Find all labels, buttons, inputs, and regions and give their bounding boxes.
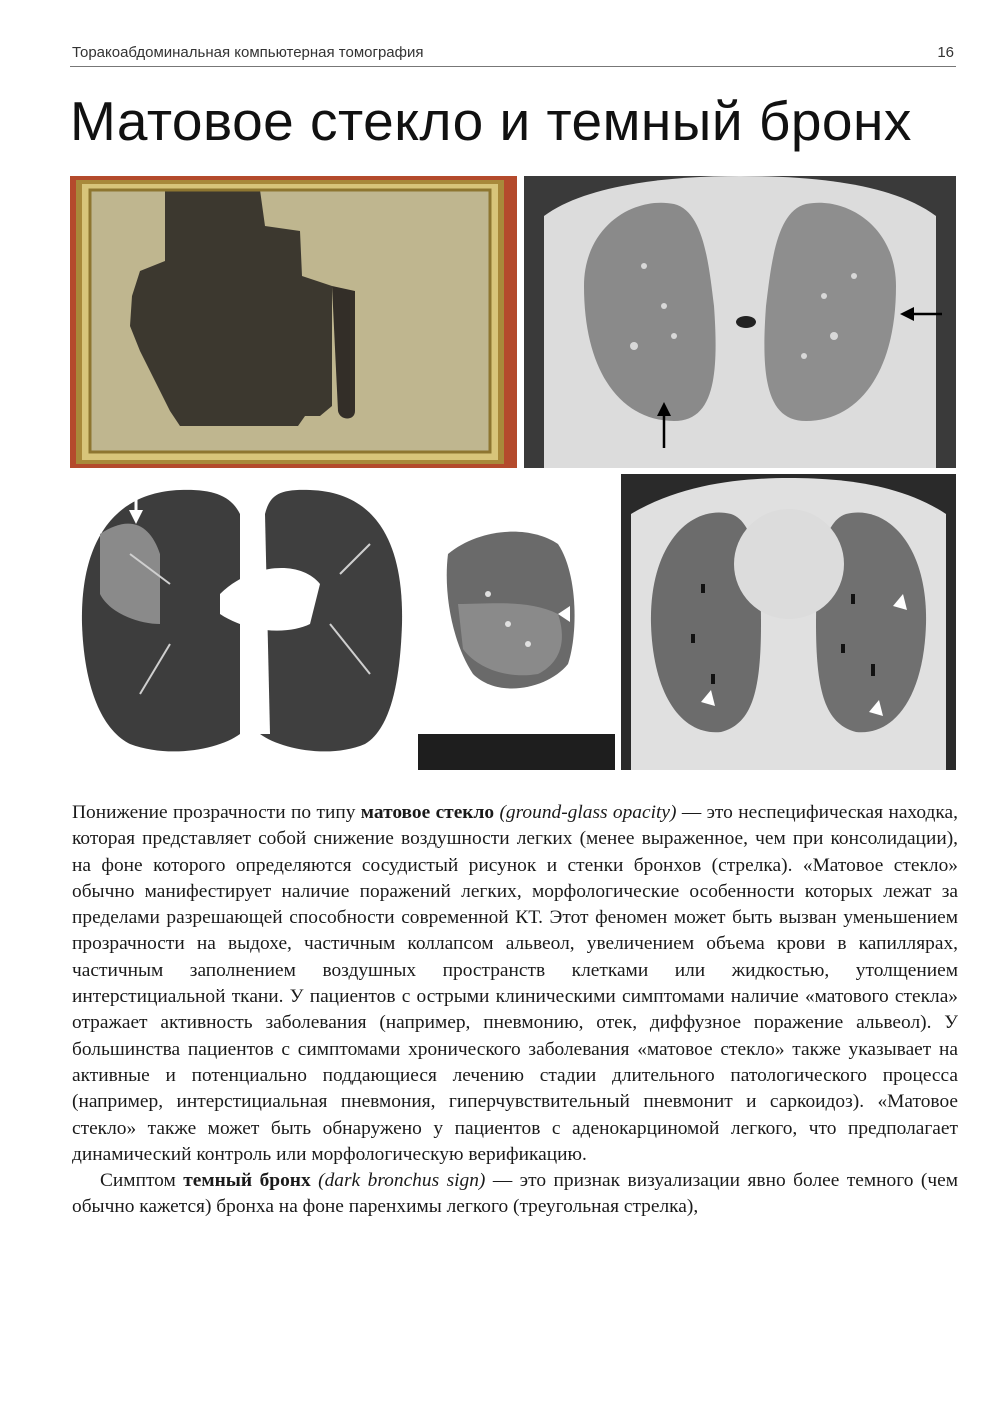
ground-glass-photo (70, 176, 517, 468)
term-ground-glass-en: (ground-glass opacity) (499, 802, 677, 823)
page-title: Матовое стекло и темный бронх (70, 90, 912, 152)
paragraph-ground-glass (72, 800, 958, 1168)
body-text (72, 800, 958, 1221)
paragraph1-intro: Понижение прозрачности по типу (72, 802, 361, 823)
running-header (70, 44, 956, 67)
ct-regional-ground-glass-image (70, 474, 412, 770)
paragraph1-body: — это неспецифическая находка, которая представляет собой снижение воздушности легких (менее выраженное, чем при консолидации), на фоне которого определяются сосудистый рисунок и стенки бронхов (стрелка). «Матовое стекло» обычно манифестирует наличие поражений легких, морфологические особенности которых лежат за пределами разрешающей способности современной КТ. Этот феномен может быть вызван уменьшением прозрачности на выдохе, частичным коллапсом альвеол, увеличением объема крови в капиллярах, частичным заполнением воздушных пространств клетками или жидкостью, утолщением интерстициальной ткани. У пациентов с острыми клиническими симптомами наличие «матового стекла» отражает активность заболевания (например, пневмонию, отек, диффузное поражение альвеол). У большинства пациентов с симптомами хронического заболевания «матовое стекло» также указывает на активные и потенциально поддающиеся лечению стадии длительного патологического процесса (например, интерстициальная пневмония, гиперчувствительный пневмонит и саркоидоз). «Матовое стекло» также может быть обнаружено у пациентов с аденокарциномой легкого, что предполагает динамический контроль или морфологическую верификацию. (72, 802, 958, 1165)
running-title: Торакоабдоминальная компьютерная томография (72, 44, 424, 61)
term-ground-glass: матовое стекло (360, 802, 495, 823)
term-dark-bronchus-en: (dark bronchus sign) (318, 1170, 486, 1192)
term-dark-bronchus: темный бронх (183, 1170, 311, 1192)
paragraph-dark-bronchus (72, 1168, 958, 1221)
paragraph2-intro: Симптом (100, 1170, 184, 1192)
ct-dark-bronchus-image (621, 474, 956, 770)
page-number: 16 (937, 44, 954, 61)
ct-ground-glass-image (524, 176, 956, 468)
ct-dark-bronchus-small-image (418, 474, 615, 770)
paragraph2-body: — это признак визуализации явно более темного (чем обычно кажется) бронха на фоне паренхимы легкого (треугольная стрелка), (72, 1170, 959, 1218)
